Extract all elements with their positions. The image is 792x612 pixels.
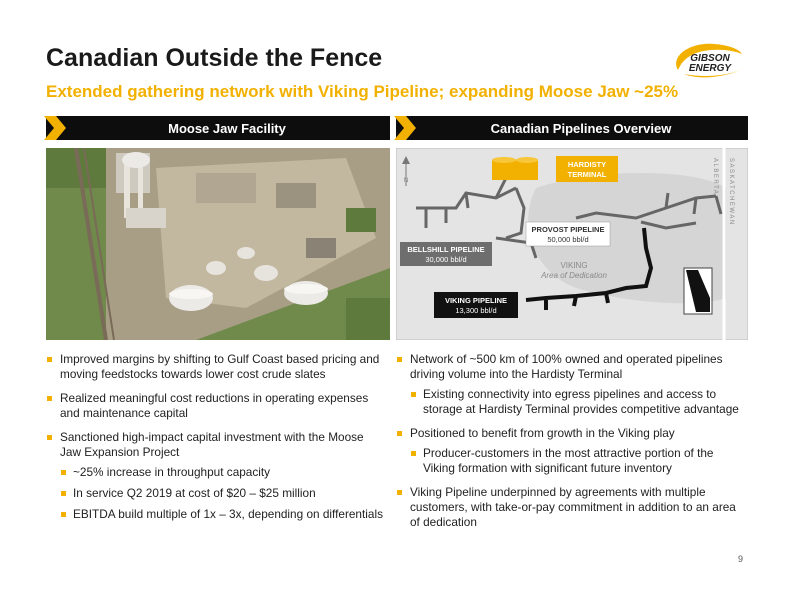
pipelines-map — [396, 148, 748, 340]
bullet-item: Viking Pipeline underpinned by agreements with multiple customers, with take-or-pay commitment in addition to an area of dedication — [396, 485, 748, 530]
pipelines-header — [396, 116, 748, 140]
bullet-text: Sanctioned high-impact capital investment with the Moose Jaw Expansion Project — [60, 430, 364, 459]
svg-text:GIBSON: GIBSON — [690, 53, 730, 64]
bullet-item — [396, 352, 748, 417]
moose-jaw-bullets — [46, 352, 386, 531]
bullet-item — [396, 426, 748, 476]
bullet-item: Realized meaningful cost reductions in operating expenses and maintenance capital — [46, 391, 386, 421]
pipelines-bullets — [396, 352, 748, 539]
bullet-item — [46, 430, 386, 522]
viking-area-sublabel: Area of Dedication — [541, 271, 607, 280]
sub-bullets — [410, 387, 748, 417]
viking-label: VIKING PIPELINE — [444, 296, 508, 305]
moose-jaw-header — [46, 116, 390, 140]
sub-bullet-item: EBITDA build multiple of 1x – 3x, depending on differentials — [60, 507, 386, 522]
bullet-text: Network of ~500 km of 100% owned and operated pipelines driving volume into the Hardisty Terminal — [410, 352, 723, 381]
bullet-item: Improved margins by shifting to Gulf Coast based pricing and moving feedstocks towards lower cost crude slates — [46, 352, 386, 382]
alberta-label: ALBERTA — [712, 158, 718, 196]
sub-bullets — [60, 465, 386, 522]
svg-text:ENERGY: ENERGY — [688, 63, 732, 74]
viking-volume: 13,300 bbl/d — [455, 306, 497, 315]
gibson-energy-logo — [668, 40, 748, 82]
hardisty-label: HARDISTY — [567, 160, 607, 169]
hardisty-label-2: TERMINAL — [567, 170, 607, 179]
page-number: 9 — [738, 554, 744, 564]
sub-bullets — [410, 446, 748, 476]
page-title: Canadian Outside the Fence — [46, 44, 383, 72]
provost-volume: 50,000 bbl/d — [547, 235, 589, 244]
moose-jaw-facility-photo — [46, 148, 390, 340]
provost-label: PROVOST PIPELINE — [531, 225, 605, 234]
bellshill-volume: 30,000 bbl/d — [425, 255, 467, 264]
chevron-right-icon — [394, 116, 418, 140]
north-label: N — [403, 178, 409, 184]
sub-bullet-item: Existing connectivity into egress pipelines and access to storage at Hardisty Terminal provides competitive advantage — [410, 387, 748, 417]
bellshill-label: BELLSHILL PIPELINE — [407, 245, 485, 254]
page-subtitle: Extended gathering network with Viking Pipeline; expanding Moose Jaw ~25% — [46, 82, 679, 101]
pipelines-header-label: Canadian Pipelines Overview — [490, 120, 672, 136]
sub-bullet-item: Producer-customers in the most attractive portion of the Viking formation with significant future inventory — [410, 446, 748, 476]
sub-bullet-item: In service Q2 2019 at cost of $20 – $25 million — [60, 486, 386, 501]
bullet-text: Positioned to benefit from growth in the Viking play — [410, 426, 675, 440]
moose-jaw-header-label: Moose Jaw Facility — [168, 120, 286, 136]
sub-bullet-item: ~25% increase in throughput capacity — [60, 465, 386, 480]
viking-area-label: VIKING — [560, 261, 588, 270]
chevron-right-icon — [44, 116, 68, 140]
saskatchewan-label: SASKATCHEWAN — [728, 158, 734, 226]
storage-tank-icon — [492, 157, 538, 180]
